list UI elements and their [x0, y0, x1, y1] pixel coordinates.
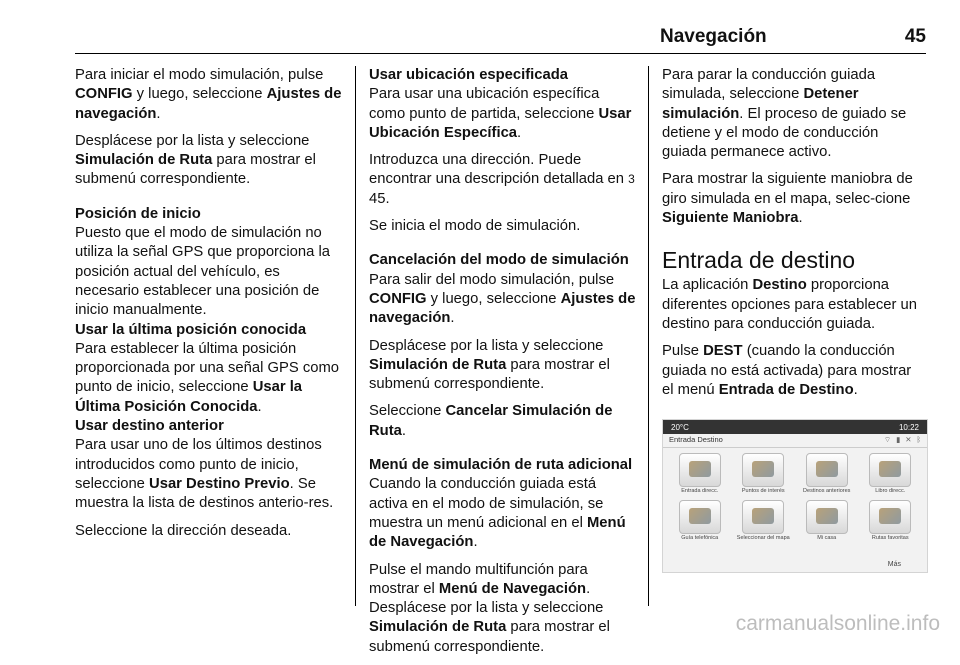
paragraph: Seleccione la dirección deseada.: [75, 522, 292, 539]
subheading: Usar la última posición conocida: [75, 321, 307, 338]
wifi-icon: ⌔: [884, 435, 892, 444]
column-3: [662, 66, 926, 408]
phone-book-icon: [679, 500, 721, 534]
tile-previous-destinations[interactable]: Destinos anteriores: [798, 453, 856, 494]
header-rule: [75, 53, 926, 54]
favorite-routes-icon: [869, 500, 911, 534]
bluetooth-icon: ᛒ: [916, 435, 921, 444]
paragraph: Para establecer la última posición proporcionada por una señal GPS como punto de inicio, seleccione Usar la Última Posición Conocida.: [75, 340, 340, 415]
paragraph: Para usar una ubicación específica como punto de partida, seleccione Usar Ubicación Específica.: [369, 86, 632, 141]
subheading: Menú de simulación de ruta adicional: [369, 457, 633, 474]
page-number: 45: [904, 26, 926, 47]
poi-icon: [742, 453, 784, 487]
tile-points-of-interest[interactable]: Puntos de interés: [735, 453, 793, 494]
paragraph: Pulse DEST (cuando la conducción guiada no está activada) para mostrar el menú Entrada de Destino.: [662, 343, 912, 398]
column-2: [369, 66, 637, 665]
destination-tile-grid: [663, 448, 927, 541]
paragraph: Seleccione Cancelar Simulación de Ruta.: [369, 403, 613, 439]
paragraph: Cuando la conducción guiada está activa en el modo de simulación, se muestra un menú adicional en el Menú de Navegación.: [369, 476, 626, 551]
paragraph: La aplicación Destino proporciona diferentes opciones para establecer un destino para conducción guiada.: [662, 277, 918, 332]
screen-title: Entrada Destino: [669, 435, 723, 444]
destination-screen-figure: [662, 419, 928, 573]
subheading: Cancelación del modo de simulación: [369, 252, 629, 269]
subheading: Usar destino anterior: [75, 418, 224, 435]
tile-my-home[interactable]: Mi casa: [798, 500, 856, 541]
paragraph: Para iniciar el modo simulación, pulse CONFIG y luego, seleccione Ajustes de navegación.: [75, 67, 342, 122]
tile-favorite-routes[interactable]: Rutas favoritas: [862, 500, 920, 541]
tile-address-book[interactable]: Libro direcc.: [862, 453, 920, 494]
section-heading: Entrada de destino: [662, 247, 856, 274]
paragraph: Para usar uno de los últimos destinos introducidos como punto de inicio, seleccione Usar Destino Previo. Se muestra la lista de destinos anterio-res.: [75, 437, 334, 512]
arrow-icon: 3: [628, 172, 635, 187]
more-button[interactable]: Más: [887, 561, 901, 568]
status-icons: [879, 435, 921, 446]
paragraph: Para salir del modo simulación, pulse CONFIG y luego, seleccione Ajustes de navegación.: [369, 271, 636, 327]
paragraph: Puesto que el modo de simulación no utiliza la señal GPS que proporciona la posición actual del vehículo, es necesario establecer una posición de inicio manualmente.: [75, 225, 330, 319]
paragraph: Desplácese por la lista y seleccione Simulación de Ruta para mostrar el submenú correspondiente.: [75, 132, 316, 188]
subheading: Posición de inicio: [75, 205, 201, 222]
signal-icon: ▮: [896, 435, 901, 444]
paragraph: Se inicia el modo de simulación.: [369, 218, 581, 235]
tile-address-entry[interactable]: Entrada direcc.: [671, 453, 729, 494]
subheading: Usar ubicación especificada: [369, 67, 569, 83]
paragraph: Para parar la conducción guiada simulada, seleccione Detener simulación. El proceso de guiado se detiene y el modo de conducción guiada permanece activo.: [662, 67, 907, 161]
home-icon: [806, 500, 848, 534]
screen-title-bar: [663, 434, 927, 448]
screen-status-bar: [663, 420, 927, 434]
time-readout: 10:22: [898, 422, 919, 432]
tile-phone-guide[interactable]: Guía telefónica: [671, 500, 729, 541]
column-separator-2: [648, 66, 649, 606]
mute-icon: ✕: [905, 435, 912, 444]
paragraph: Pulse el mando multifunción para mostrar el Menú de Navegación. Desplácese por la lista y seleccione Simulación de Ruta para mostrar el submenú correspondiente.: [369, 561, 610, 655]
address-book-icon: [869, 453, 911, 487]
paragraph: Introduzca una dirección. Puede encontrar una descripción detallada en 3 45.: [369, 152, 635, 207]
paragraph: Desplácese por la lista y seleccione Simulación de Ruta para mostrar el submenú correspondiente.: [369, 337, 610, 393]
page-header: [660, 26, 926, 48]
paragraph: Para mostrar la siguiente maniobra de giro simulada en el mapa, selec-cione Siguiente Maniobra.: [662, 171, 913, 227]
map-icon: [742, 500, 784, 534]
watermark: carmanualsonline.info: [735, 612, 940, 635]
address-entry-icon: [679, 453, 721, 487]
column-1: [75, 66, 343, 549]
previous-destinations-icon: [806, 453, 848, 487]
temperature-readout: 20°C: [671, 422, 689, 432]
column-separator-1: [355, 66, 356, 606]
section-title: Navegación: [660, 26, 767, 47]
tile-select-from-map[interactable]: Seleccionar del mapa: [735, 500, 793, 541]
